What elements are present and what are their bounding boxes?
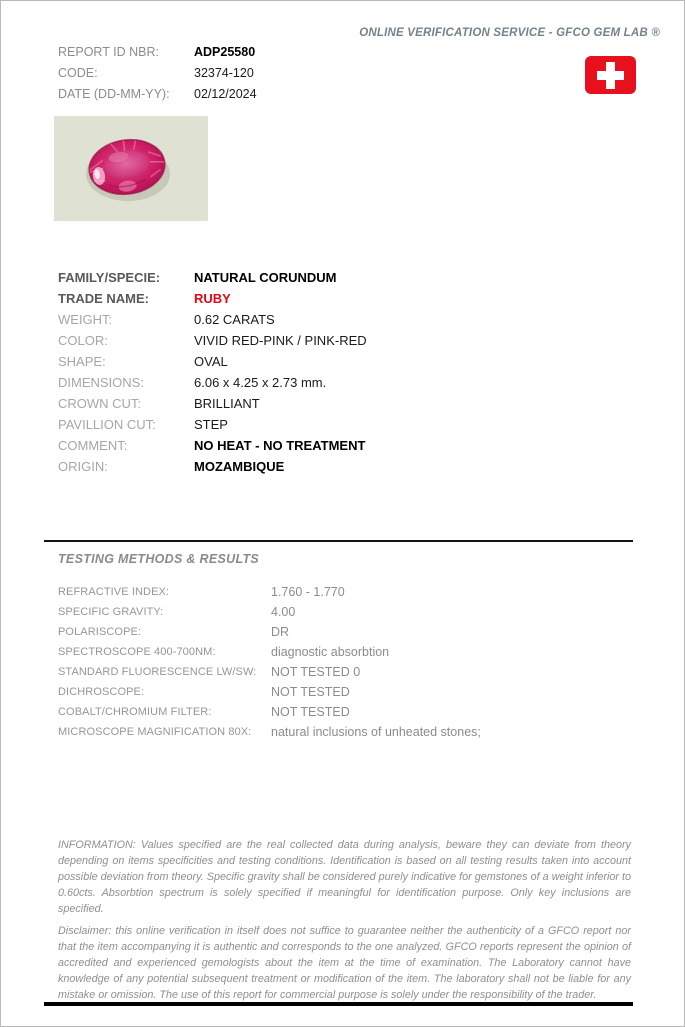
pavillion-cut-value: STEP [194, 417, 228, 432]
shape-row [58, 351, 367, 372]
origin-label: ORIGIN: [58, 459, 108, 474]
service-title: ONLINE VERIFICATION SERVICE - GFCO GEM LAB ® [359, 27, 660, 39]
trade-name-label: TRADE NAME: [58, 291, 149, 306]
comment-label: COMMENT: [58, 438, 128, 453]
refractive-index-label: REFRACTIVE INDEX: [58, 586, 170, 598]
shape-label: SHAPE: [58, 354, 106, 369]
specific-gravity-value: 4.00 [271, 605, 296, 619]
fluorescence-value: NOT TESTED 0 [271, 665, 361, 679]
report-id-label: REPORT ID NBR: [58, 44, 159, 59]
refractive-index-value: 1.760 - 1.770 [271, 585, 345, 599]
crown-cut-value: BRILLIANT [194, 396, 260, 411]
date-value: 02/12/2024 [194, 86, 257, 101]
dichroscope-value: NOT TESTED [271, 685, 350, 699]
specific-gravity-row [58, 602, 481, 622]
weight-label: WEIGHT: [58, 312, 113, 327]
bottom-divider [44, 1002, 633, 1006]
dichroscope-label: DICHROSCOPE: [58, 686, 145, 698]
fluorescence-label: STANDARD FLUORESCENCE LW/SW: [58, 666, 257, 678]
code-row [58, 62, 257, 83]
code-value: 32374-120 [194, 65, 254, 80]
trade-name-value: RUBY [194, 291, 231, 306]
comment-value: NO HEAT - NO TREATMENT [194, 438, 366, 453]
family-specie-value: NATURAL CORUNDUM [194, 270, 337, 285]
swiss-cross-vertical-bar [606, 62, 615, 89]
polariscope-row [58, 622, 481, 642]
pavillion-cut-row [58, 414, 367, 435]
color-row [58, 330, 367, 351]
polariscope-label: POLARISCOPE: [58, 626, 142, 638]
report-id-value: ADP25580 [194, 44, 256, 59]
trade-name-row [58, 288, 367, 309]
spectroscope-label: SPECTROSCOPE 400-700NM: [58, 646, 216, 658]
disclaimer-paragraph: Disclaimer: this online verification in itself does not suffice to guarantee neither the authenticity of a GFCO report nor that the item accompanying it is authentic and corresponds to the one analyzed. GFCO reports represent the opinion of accredited and experienced gemologists about the item at the time of examination. The Laboratory cannot have knowledge of any potential subsequent treatment or modification of the item. The laboratory shall not be liable for any mistake or omission. The use of this report for commercial purpose is solely under the responsibility of the trader. [58, 925, 631, 1001]
code-label: CODE: [58, 65, 98, 80]
family-specie-label: FAMILY/SPECIE: [58, 270, 161, 285]
comment-row [58, 435, 367, 456]
ruby-gem-image [54, 116, 208, 221]
color-label: COLOR: [58, 333, 108, 348]
weight-value: 0.62 CARATS [194, 312, 275, 327]
cobalt-filter-row [58, 702, 481, 722]
dimensions-label: DIMENSIONS: [58, 375, 144, 390]
pavillion-cut-label: PAVILLION CUT: [58, 417, 156, 432]
information-paragraph: INFORMATION: Values specified are the real collected data during analysis, beware they can deviate from theory depending on items specificities and testing conditions. Identification is based on all testing results taken into account possible deviation from theory. Specific gravity shall be considered purely indicative for gemstones of a weight inferior to 0.60cts. Absorbtion spectrum is solely specified if meaningful for identification purpose. Only key inclusions are specified. [58, 839, 631, 915]
cobalt-filter-value: NOT TESTED [271, 705, 350, 719]
swiss-flag-icon [585, 56, 636, 94]
testing-section-heading: TESTING METHODS & RESULTS [58, 552, 260, 566]
identification-block [58, 267, 367, 477]
date-row [58, 83, 257, 104]
date-label: DATE (DD-MM-YY): [58, 86, 170, 101]
cobalt-filter-label: COBALT/CHROMIUM FILTER: [58, 706, 212, 718]
dichroscope-row [58, 682, 481, 702]
color-value: VIVID RED-PINK / PINK-RED [194, 333, 367, 348]
fluorescence-row [58, 662, 481, 682]
report-id-row [58, 41, 257, 62]
crown-cut-label: CROWN CUT: [58, 396, 142, 411]
section-divider [44, 540, 633, 542]
weight-row [58, 309, 367, 330]
microscope-value: natural inclusions of unheated stones; [271, 725, 481, 739]
shape-value: OVAL [194, 354, 228, 369]
specific-gravity-label: SPECIFIC GRAVITY: [58, 606, 164, 618]
refractive-index-row [58, 582, 481, 602]
microscope-label: MICROSCOPE MAGNIFICATION 80X: [58, 726, 252, 738]
spectroscope-value: diagnostic absorbtion [271, 645, 390, 659]
family-specie-row [58, 267, 367, 288]
dimensions-value: 6.06 x 4.25 x 2.73 mm. [194, 375, 327, 390]
dimensions-row [58, 372, 367, 393]
testing-results-block [58, 582, 481, 742]
polariscope-value: DR [271, 625, 290, 639]
crown-cut-row [58, 393, 367, 414]
gemstone-photo [54, 116, 208, 221]
origin-value: MOZAMBIQUE [194, 459, 285, 474]
microscope-row [58, 722, 481, 742]
spectroscope-row [58, 642, 481, 662]
report-info-block [58, 41, 257, 104]
origin-row [58, 456, 367, 477]
